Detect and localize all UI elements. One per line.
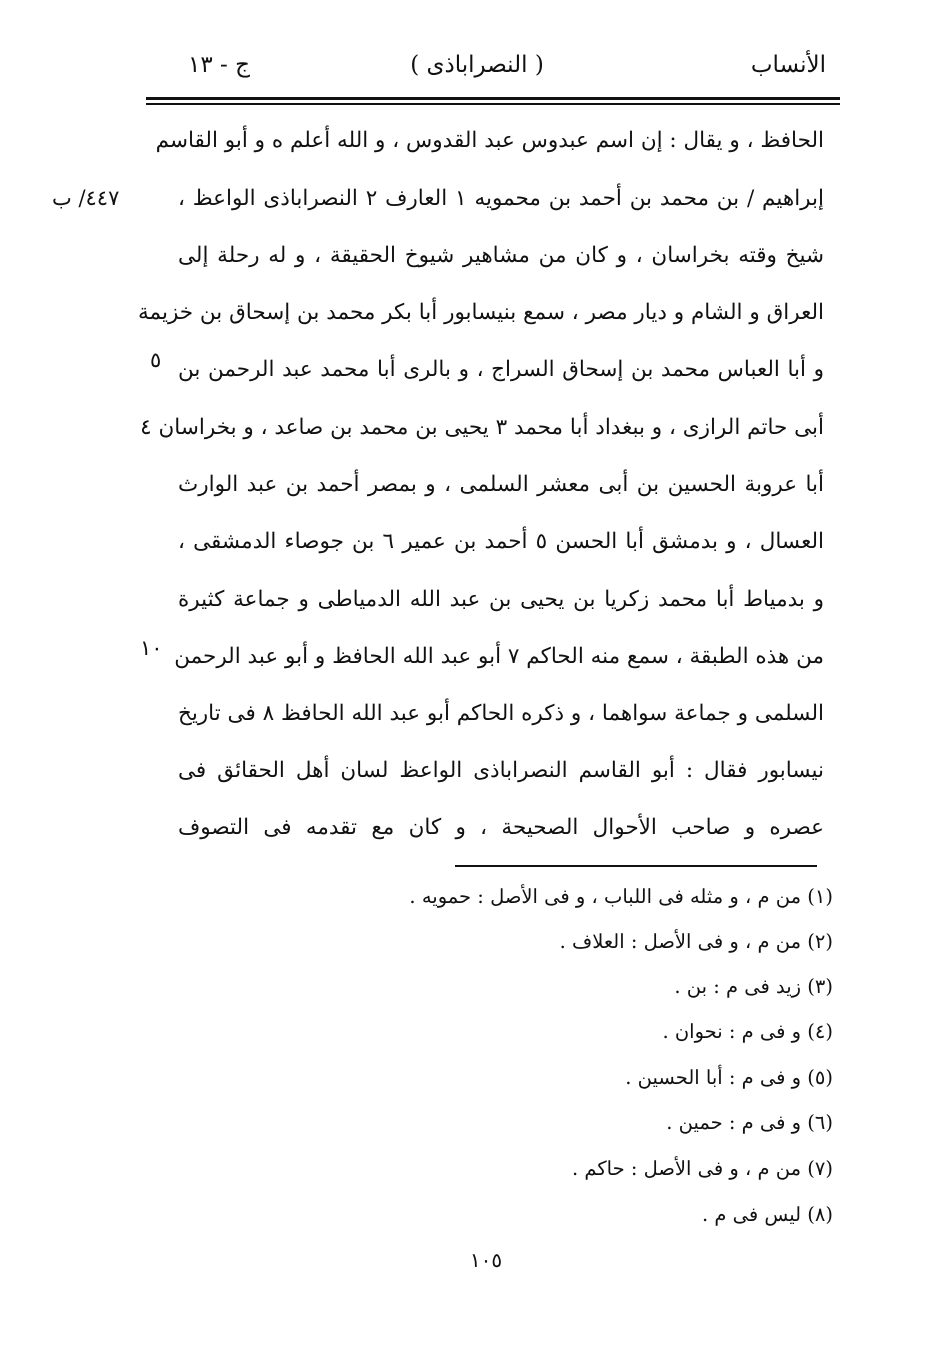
footnote: (٨) ليس فى م . [701,1203,833,1226]
footnote: (٣) زيد فى م : بن . [674,975,833,998]
text-line: الحافظ ، و يقال : إن اسم عبدوس عبد القدوس ، و الله أعلم ه و أبو القاسم [155,128,824,153]
footnote: (٥) و فى م : أبا الحسين . [625,1066,833,1089]
text-line: و أبا العباس محمد بن إسحاق السراج ، و بالرى أبا محمد عبد الرحمن بن [178,357,824,382]
text-line: السلمى و جماعة سواهما ، و ذكره الحاكم أبو عبد الله الحافظ ٨ فى تاريخ [177,701,824,726]
running-head-entry-title: ( النصراباذى ) [410,52,544,78]
text-line: إبراهيم / بن محمد بن أحمد بن محمويه ١ العارف ٢ النصراباذى الواعظ ، [178,186,824,211]
footnote-separator [455,865,817,867]
text-line: من هذه الطبقة ، سمع منه الحاكم ٧ أبو عبد الله الحافظ و أبو عبد الرحمن [174,644,824,669]
header-rule-thick [146,97,840,100]
text-line: شيخ وقته بخراسان ، و كان من مشاهير شيوخ الحقيقة ، و له رحلة إلى [178,243,824,268]
text-line: أبى حاتم الرازى ، و ببغداد أبا محمد ٣ يحيى بن محمد بن صاعد ، و بخراسان ٤ [140,415,824,440]
text-line: نيسابور فقال : أبو القاسم النصراباذى الواعظ لسان أهل الحقائق فى [178,758,824,783]
page-number: ١٠٥ [469,1248,503,1272]
running-head-book-title: الأنساب [750,52,826,78]
text-line: أبا عروبة الحسين بن أبى معشر السلمى ، و بمصر أحمد بن عبد الوارث [178,472,824,497]
footnote: (٧) من م ، و فى الأصل : حاكم . [571,1157,833,1180]
line-number-5: ٥ [150,348,162,372]
running-head-volume: ج - ١٣ [188,52,250,78]
text-line: عصره و صاحب الأحوال الصحيحة ، و كان مع تقدمه فى التصوف [178,815,824,840]
line-number-10: ١٠ [140,636,163,660]
header-rule-thin [146,103,840,105]
footnote: (١) من م ، و مثله فى اللباب ، و فى الأصل : حمويه . [409,885,833,908]
text-line: العراق و الشام و ديار مصر ، سمع بنيسابور أبا بكر محمد بن إسحاق بن خزيمة [138,300,824,325]
footnote: (٦) و فى م : حمين . [666,1111,833,1134]
footnote: (٤) و فى م : نحوان . [662,1020,833,1043]
text-line: و بدمياط أبا محمد زكريا بن يحيى بن عبد الله الدمياطى و جماعة كثيرة [178,587,824,612]
manuscript-folio-reference: ٤٤٧/ ب [52,186,120,210]
text-line: العسال ، و بدمشق أبا الحسن ٥ أحمد بن عمير ٦ بن جوصاء الدمشقى ، [178,529,825,554]
footnote: (٢) من م ، و فى الأصل : العلاف . [559,930,833,953]
